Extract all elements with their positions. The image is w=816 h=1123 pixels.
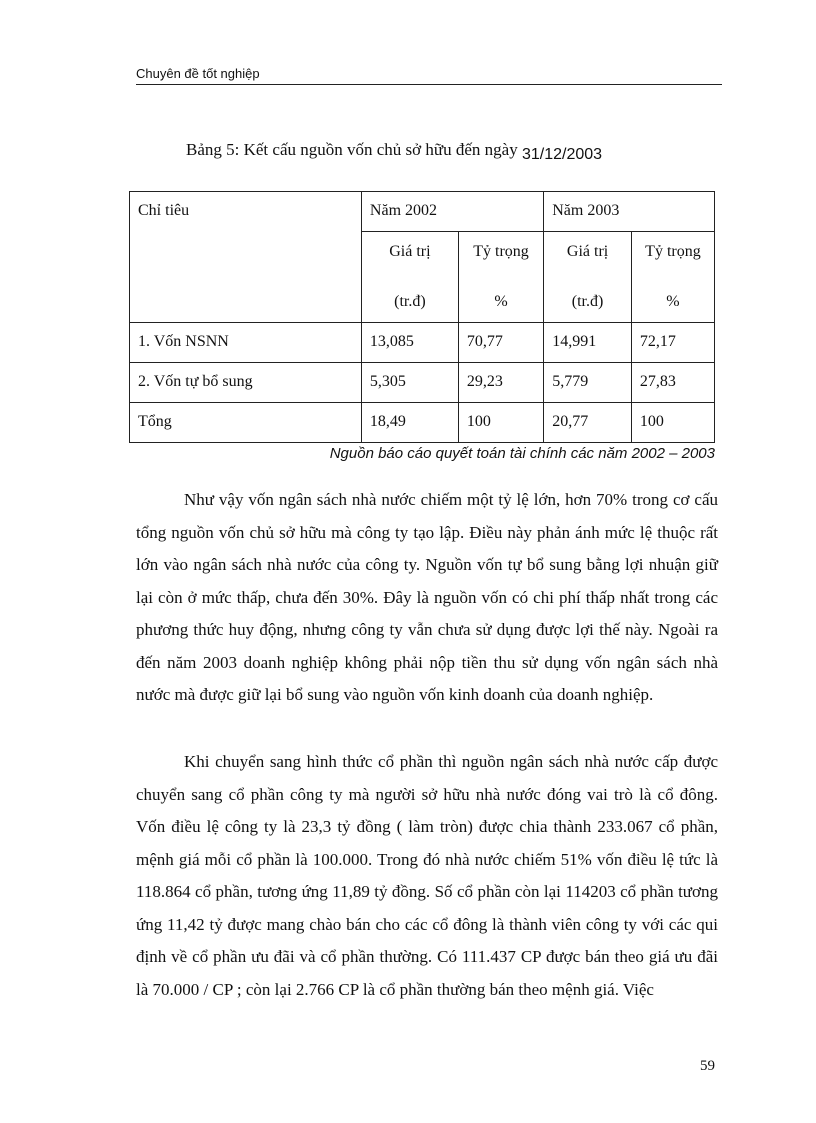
header-year-2003: Năm 2003 [544, 192, 715, 232]
body-paragraph-1: Như vậy vốn ngân sách nhà nước chiếm một tỷ lệ lớn, hơn 70% trong cơ cấu tổng nguồn vốn chủ sở hữu mà công ty tạo lập. Điều này phản ánh mức lệ thuộc rất lớn vào ngân sách nhà nước của công ty. Nguồn vốn tự bổ sung bằng lợi nhuận giữ lại còn ở mức thấp, chưa đến 30%. Đây là nguồn vốn có chi phí thấp nhất trong các phương thức huy động, nhưng công ty vẫn chưa sử dụng được lợi thế này. Ngoài ra đến năm 2003 doanh nghiệp không phải nộp tiền thu sử dụng vốn ngân sách nhà nước mà được giữ lại bổ sung vào nguồn vốn kinh doanh của doanh nghiệp. [136, 490, 718, 704]
row-share-2002: 29,23 [458, 363, 543, 403]
subheader-share-2003: Tỷ trọng % [631, 232, 714, 323]
table-row [130, 403, 715, 443]
subheader-share-2002: Tỷ trọng % [458, 232, 543, 323]
row-label: 1. Vốn NSNN [130, 323, 362, 363]
row-share-2002: 100 [458, 403, 543, 443]
caption-title: Bảng 5: Kết cấu nguồn vốn chủ sở hữu đến ngày [186, 140, 518, 159]
row-value-2002: 5,305 [361, 363, 458, 403]
row-share-2003: 100 [631, 403, 714, 443]
header-text: Chuyên đề tốt nghiệp [136, 66, 260, 81]
row-label: Tổng [130, 403, 362, 443]
table-row [130, 363, 715, 403]
header-year-2002: Năm 2002 [361, 192, 543, 232]
row-share-2003: 72,17 [631, 323, 714, 363]
table-source-note: Nguồn báo cáo quyết toán tài chính các năm 2002 – 2003 [329, 445, 715, 462]
row-value-2003: 20,77 [544, 403, 632, 443]
row-share-2002: 70,77 [458, 323, 543, 363]
subheader-value-2002: Giá trị (tr.đ) [361, 232, 458, 323]
row-share-2003: 27,83 [631, 363, 714, 403]
row-value-2002: 18,49 [361, 403, 458, 443]
header-indicator: Chỉ tiêu [130, 192, 362, 323]
table-header-row [130, 192, 715, 232]
row-value-2002: 13,085 [361, 323, 458, 363]
row-value-2003: 14,991 [544, 323, 632, 363]
page-header [136, 66, 722, 85]
body-paragraph-2: Khi chuyển sang hình thức cổ phần thì nguồn ngân sách nhà nước cấp được chuyển sang cổ phần công ty mà người sở hữu nhà nước đóng vai trò là cổ đông. Vốn điều lệ công ty là 23,3 tỷ đồng ( làm tròn) được chia thành 233.067 cổ phần, mệnh giá mỗi cổ phần là 100.000. Trong đó nhà nước chiếm 51% vốn điều lệ tức là 118.864 cổ phần, tương ứng 11,89 tỷ đồng. Số cổ phần còn lại 114203 cổ phần tương ứng 11,42 tỷ được mang chào bán cho các cổ đông là thành viên công ty với các qui định về cổ phần ưu đãi và cổ phần thường. Có 111.437 CP được bán theo giá ưu đãi là 70.000 / CP ; còn lại 2.766 CP là cổ phần thường bán theo mệnh giá. Việc [136, 752, 718, 999]
table-caption [186, 140, 603, 163]
capital-structure-table [129, 191, 715, 443]
subheader-value-2003: Giá trị (tr.đ) [544, 232, 632, 323]
row-label: 2. Vốn tự bổ sung [130, 363, 362, 403]
table-row [130, 323, 715, 363]
row-value-2003: 5,779 [544, 363, 632, 403]
caption-date: 31/12/2003 [521, 146, 603, 163]
page-number: 59 [700, 1058, 715, 1074]
